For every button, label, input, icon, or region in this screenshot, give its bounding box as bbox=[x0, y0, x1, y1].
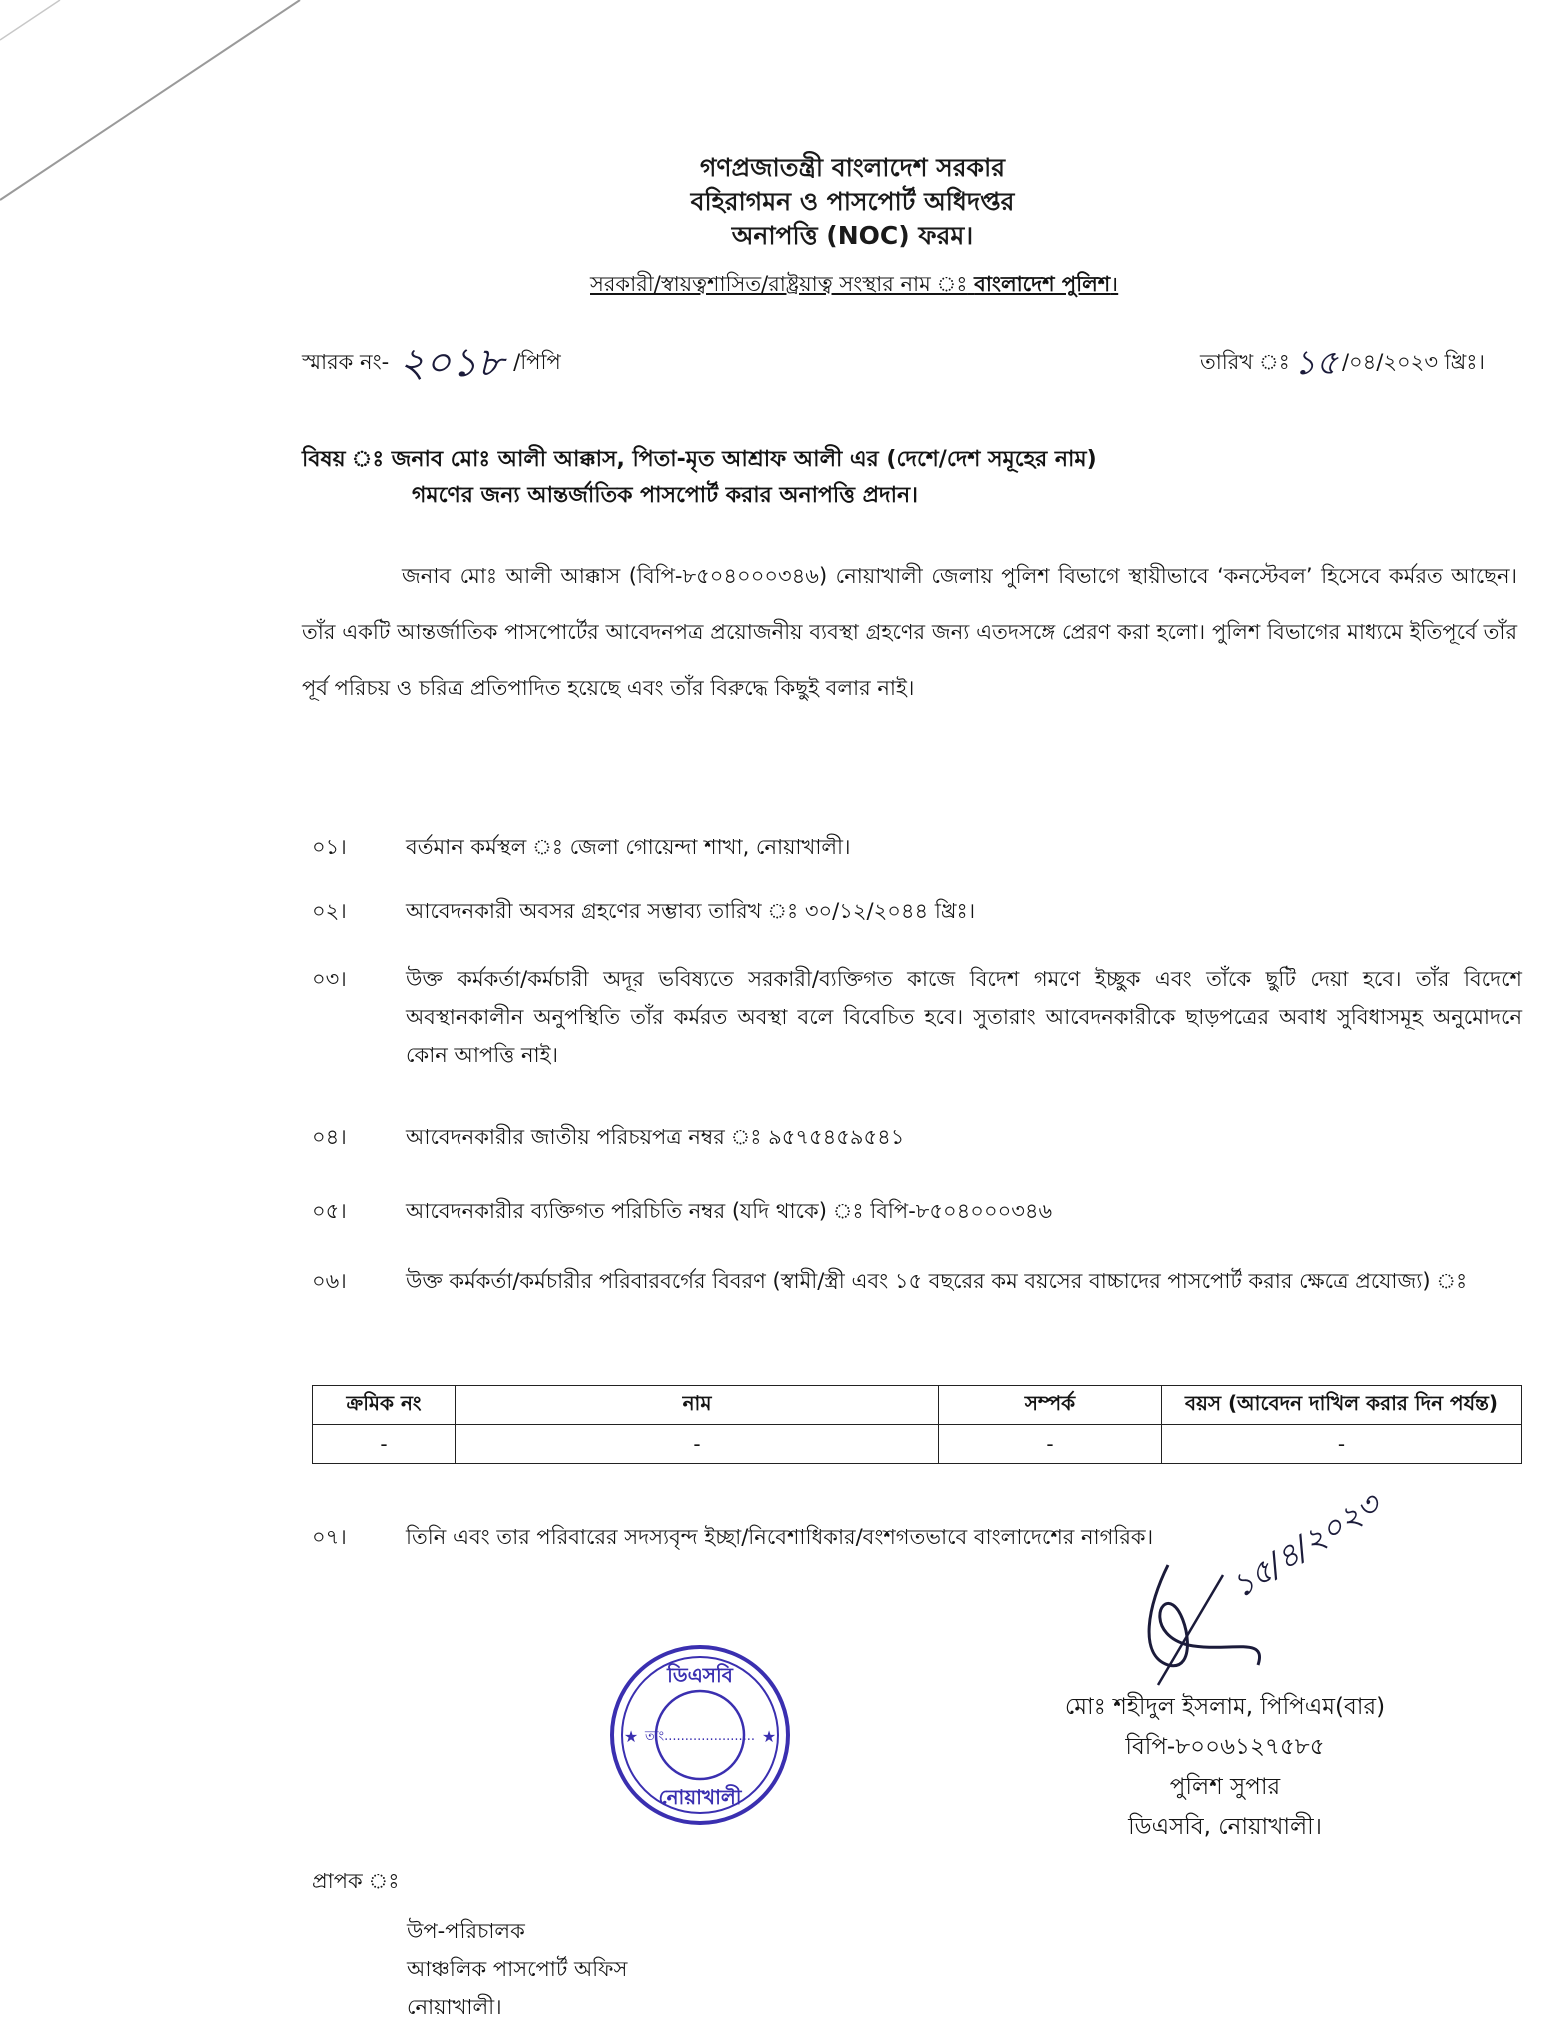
list-item: ০৬। উক্ত কর্মকর্তা/কর্মচারীর পরিবারবর্গের বিবরণ (স্বামী/স্ত্রী এবং ১৫ বছরের কম বয়সের বাচ্চাদের পাসপোর্ট করার ক্ষেত্রে প্রযোজ্য) ঃ bbox=[312, 1269, 1468, 1293]
col-name: নাম bbox=[456, 1386, 939, 1425]
col-relation: সম্পর্ক bbox=[939, 1386, 1162, 1425]
recipient-block bbox=[312, 1862, 627, 2026]
signatory-name: মোঃ শহীদুল ইসলাম, পিপিএম(বার) bbox=[1064, 1694, 1386, 1720]
star-icon: ★ bbox=[623, 1727, 639, 1746]
list-item: ০১। বর্তমান কর্মস্থল ঃ জেলা গোয়েন্দা শাখা, নোয়াখালী। bbox=[312, 835, 851, 859]
header-form-title: অনাপত্তি (NOC) ফরম। bbox=[731, 221, 974, 250]
subject-line-2: গমণের জন্য আন্তর্জাতিক পাসপোর্ট করার অনাপত্তি প্রদান। bbox=[412, 483, 918, 508]
stamp-top-text: ডিএসবি bbox=[667, 1663, 733, 1687]
recipient-line-1: উপ-পরিচালক bbox=[407, 1919, 525, 1943]
col-serial: ক্রমিক নং bbox=[313, 1386, 456, 1425]
recipient-line-2: আঞ্চলিক পাসপোর্ট অফিস bbox=[407, 1957, 628, 1981]
star-icon: ★ bbox=[761, 1727, 777, 1746]
col-age: বয়স (আবেদন দাখিল করার দিন পর্যন্ত) bbox=[1162, 1386, 1522, 1425]
list-item: ০২। আবেদনকারী অবসর গ্রহণের সম্ভাব্য তারিখ ঃ ৩০/১২/২০৪৪ খ্রিঃ। bbox=[312, 899, 976, 923]
signatory-bp: বিপি-৮০০৬১২৭৫৮৫ bbox=[1125, 1734, 1325, 1760]
subject bbox=[302, 442, 1522, 514]
stamp-bottom-text: নোয়াখালী bbox=[658, 1785, 742, 1809]
subject-line-1: বিষয় ঃ জনাব মোঃ আলী আক্কাস, পিতা-মৃত আশ্রাফ আলী এর (দেশে/দেশ সমূহের নাম) bbox=[302, 447, 1097, 472]
list-item: ০৪। আবেদনকারীর জাতীয় পরিচয়পত্র নম্বর ঃ ৯৫৭৫৪৫৯৫৪১ bbox=[312, 1125, 905, 1149]
date-prefix: তারিখ ঃ bbox=[1199, 350, 1290, 374]
family-table bbox=[312, 1385, 1522, 1464]
date-day-handwritten: ১৫ bbox=[1293, 343, 1338, 383]
list-item: ০৩। উক্ত কর্মকর্তা/কর্মচারী অদূর ভবিষ্যতে সরকারী/ব্যক্তিগত কাজে বিদেশ গমণে ইচ্ছুক এবং তাঁকে ছুটি দেয়া হবে। তাঁর বিদেশে অবস্থানকালীন অনুপস্থিতি তাঁর কর্মরত অবস্থা বলে বিবেচিত হবে। সুতারাং আবেদনকারীকে ছাড়পত্রের অবাধ সুবিধাসমূহ অনুমোদনে কোন আপত্তি নাই। bbox=[312, 967, 1522, 1067]
list-item: ০৭। তিনি এবং তার পরিবারের সদস্যবৃন্দ ইচ্ছা/নিবেশাধিকার/বংশগতভাবে বাংলাদেশের নাগরিক। bbox=[312, 1525, 1154, 1549]
organization-line: সরকারী/স্বায়ত্বশাসিত/রাষ্ট্রয়াত্ব সংস্থার নাম ঃ বাংলাদেশ পুলিশ। bbox=[590, 272, 1119, 296]
memo-suffix: /পিপি bbox=[513, 350, 561, 374]
memo-number bbox=[302, 340, 561, 386]
header-department: বহিরাগমন ও পাসপোর্ট অধিদপ্তর bbox=[690, 187, 1015, 216]
table-header-row bbox=[313, 1386, 1522, 1425]
dsb-stamp bbox=[605, 1640, 795, 1830]
memo-prefix: স্মারক নং- bbox=[302, 350, 390, 374]
list-item: ০৫। আবেদনকারীর ব্যক্তিগত পরিচিতি নম্বর (যদি থাকে) ঃ বিপি-৮৫০৪০০০৩৪৬ bbox=[312, 1199, 1053, 1223]
table-row: - - - - bbox=[313, 1425, 1522, 1464]
date-rest: /০৪/২০২৩ খ্রিঃ। bbox=[1341, 350, 1485, 374]
signature-block bbox=[1010, 1687, 1440, 1847]
header-government: গণপ্রজাতন্ত্রী বাংলাদেশ সরকার bbox=[700, 153, 1005, 182]
signature-handwritten-date: ১৫/৪/২০২৩ bbox=[1224, 1484, 1387, 1606]
body-paragraph: জনাব মোঃ আলী আক্কাস (বিপি-৮৫০৪০০০৩৪৬) নোয়াখালী জেলায় পুলিশ বিভাগে স্থায়ীভাবে ‘কনস্টেবল’ হিসেবে কর্মরত আছেন। তাঁর একটি আন্তর্জাতিক পাসপোর্টের আবেদনপত্র প্রয়োজনীয় ব্যবস্থা গ্রহণের জন্য এতদসঙ্গে প্রেরণ করা হলো। পুলিশ বিভাগের মাধ্যমে ইতিপূর্বে তাঁর পূর্ব পরিচয় ও চরিত্র প্রতিপাদিত হয়েছে এবং তাঁর বিরুদ্ধে কিছুই বলার নাই। bbox=[302, 564, 1517, 700]
stamp-middle-text: তাং...................... bbox=[644, 1729, 756, 1744]
signatory-designation: পুলিশ সুপার bbox=[1169, 1774, 1281, 1800]
recipient-line-3: নোয়াখালী। bbox=[407, 1995, 502, 2019]
signatory-office: ডিএসবি, নোয়াখালী। bbox=[1128, 1814, 1322, 1840]
organization-label: সরকারী/স্বায়ত্বশাসিত/রাষ্ট্রয়াত্ব সংস্থার নাম ঃ bbox=[590, 272, 968, 296]
letter-date bbox=[1200, 345, 1485, 381]
organization-name: বাংলাদেশ পুলিশ bbox=[974, 272, 1111, 296]
memo-number-handwritten: ২০১৮ bbox=[399, 340, 504, 386]
recipient-label: প্রাপক ঃ bbox=[312, 1869, 400, 1893]
